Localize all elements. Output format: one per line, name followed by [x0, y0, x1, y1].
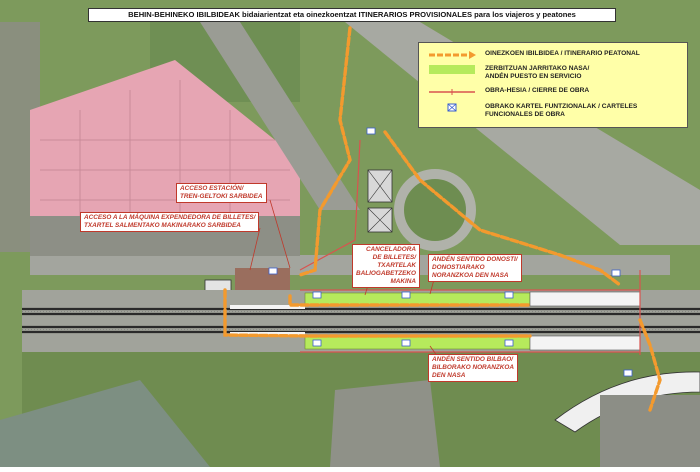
- road-along-tracks: [30, 255, 670, 275]
- platform-bilbao: [305, 337, 530, 349]
- legend-label: OINEZKOEN IBILBIDEA / ITINERARIO PEATONAL: [485, 50, 640, 57]
- legend-label: FUNCIONALES DE OBRA: [485, 111, 565, 118]
- legend-label: ZERBITZUAN JARRITAKO NASA/: [485, 65, 590, 72]
- callout-line: MAKINA: [390, 278, 416, 285]
- platform-donosti: [305, 293, 530, 305]
- callout-line: DE BILLETES/: [372, 254, 416, 261]
- callout-line: CANCELADORA: [365, 246, 416, 253]
- callout-line: ANDÉN SENTIDO DONOSTI/: [432, 256, 518, 263]
- callout-canceladora: [352, 244, 420, 288]
- legend-label: ANDÉN PUESTO EN SERVICIO: [485, 73, 582, 80]
- map-title: BEHIN-BEHINEKO IBILBIDEAK bidaiarientzat eta oinezkoentzat ITINERARIOS PROVISIONALES para los viajeros y peatones: [88, 8, 616, 22]
- callout-line: TXARTEL SALMENTAKO MAKINARAKO SARBIDEA: [84, 222, 241, 229]
- callout-line: ANDÉN SENTIDO BILBAO/: [432, 356, 513, 363]
- callout-line: DONOSTIARAKO: [432, 264, 485, 271]
- legend-label: OBRAKO KARTEL FUNTZIONALAK / CARTELES: [485, 103, 638, 110]
- building-lower-middle: [330, 380, 440, 467]
- callout-line: BALIOGABETZEKO: [356, 270, 416, 277]
- callout-line: ACCESO A LA MÁQUINA EXPENDEDORA DE BILLETES/: [84, 214, 256, 221]
- platform-works-north: [530, 292, 640, 306]
- callout-ticket-machine: [80, 212, 259, 232]
- callout-line: NORANZKOA DEN NASA: [432, 272, 509, 279]
- callout-access-station: [176, 183, 267, 203]
- red-fence-line-icon: [427, 87, 477, 97]
- callout-line: TREN-GELTOKI SARBIDEA: [180, 193, 263, 200]
- sign-marker-icon: [427, 103, 477, 113]
- callout-line: DEN NASA: [432, 372, 466, 379]
- roundabout: [399, 174, 471, 246]
- map-legend: [418, 42, 688, 128]
- callout-line: BILBORAKO NORANZKOA: [432, 364, 515, 371]
- callout-anden-donosti: [428, 254, 522, 282]
- legend-label: OBRA-HESIA / CIERRE DE OBRA: [485, 87, 590, 94]
- callout-anden-bilbao: [428, 354, 518, 382]
- callout-line: TXARTELAK: [377, 262, 416, 269]
- green-platform-fill-icon: [427, 65, 477, 75]
- platform-works-south: [530, 336, 640, 350]
- orange-dashed-arrow-line-icon: [427, 50, 477, 60]
- callout-line: ACCESO ESTACIÓN/: [180, 185, 244, 192]
